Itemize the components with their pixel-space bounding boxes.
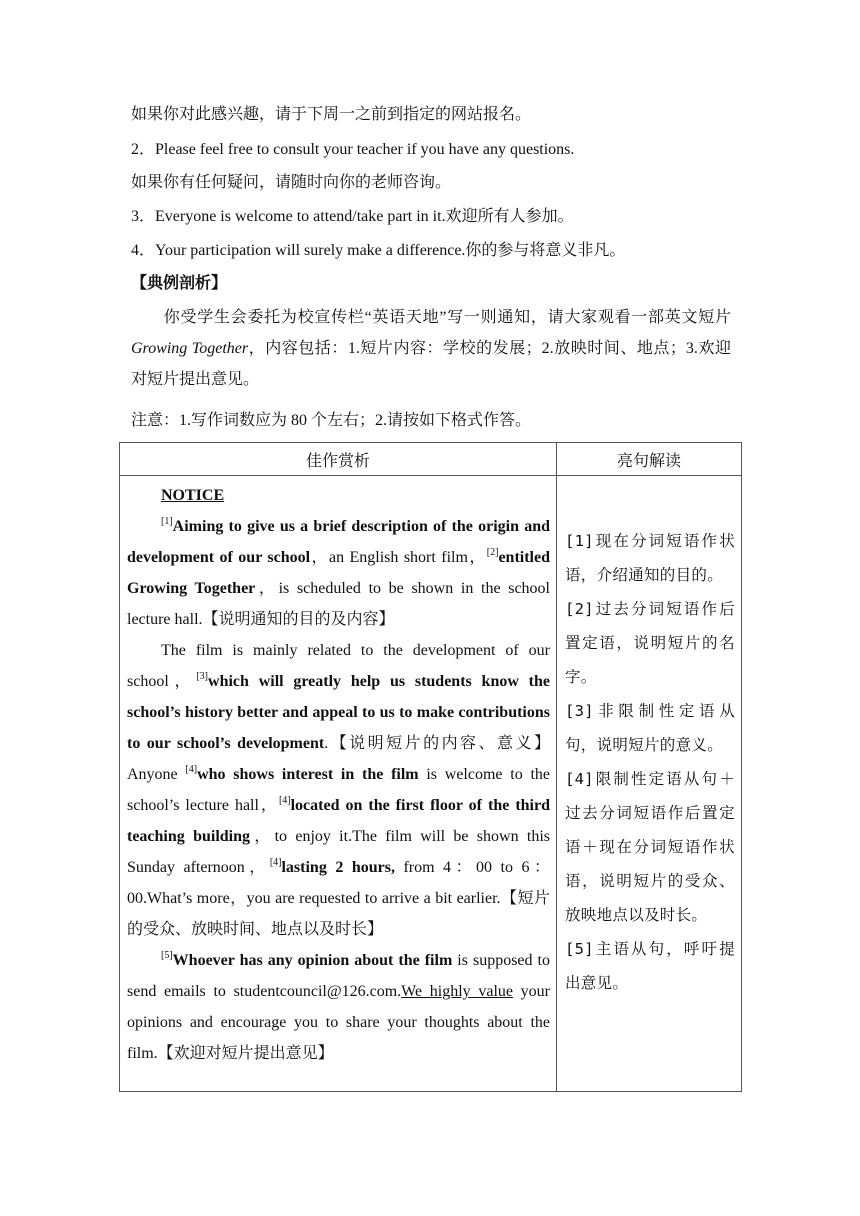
- notice-title: NOTICE: [161, 487, 225, 504]
- intro-line-1: 如果你对此感兴趣，请于下周一之前到指定的网站报名。: [131, 106, 532, 123]
- essay-paragraph-2: [127, 635, 550, 945]
- highlight-4a: who shows interest in the film: [197, 766, 419, 783]
- essay-text: ，is scheduled to be shown in the school lecture hall.【说明通知的目的及内容】: [127, 580, 550, 628]
- highlight-2: entitled Growing Together: [127, 549, 550, 597]
- marker-4a: [4]: [185, 764, 198, 775]
- notes-cell: [557, 476, 742, 1092]
- essay-text: .【说明短片的内容、意义】Anyone: [127, 735, 550, 783]
- film-title: Growing Together: [131, 340, 249, 357]
- essay-text: The film is mainly related to the development of our school，: [127, 642, 550, 690]
- marker-5: [5]: [161, 950, 173, 961]
- highlight-5: Whoever has any opinion about the film: [172, 952, 453, 969]
- essay-text: ，an English short film，: [310, 549, 487, 566]
- task-paragraph: [131, 302, 731, 395]
- marker-4c: [4]: [269, 857, 282, 868]
- header-left: 佳作赏析: [120, 443, 557, 476]
- marker-4b: [4]: [278, 795, 291, 806]
- note-5: [5]主语从句，呼吁提出意见。: [565, 940, 735, 992]
- analysis-table: [119, 442, 742, 1092]
- highlight-4b: located on the first floor of the third teaching building: [127, 797, 550, 845]
- note-4: [4]限制性定语从句＋过去分词短语作后置定语＋现在分词短语作状语，说明短片的受众、放映地点以及时长。: [565, 770, 735, 924]
- task-note: 注意：1.写作词数应为 80 个左右；2.请按如下格式作答。: [131, 412, 532, 429]
- essay-text: your opinions and encourage you to share your thoughts about the film.【欢迎对短片提出意见】: [127, 983, 551, 1062]
- task-text-1: 你受学生会委托为校宣传栏“英语天地”写一则通知，请大家观看一部英文短片: [163, 309, 731, 326]
- marker-3: [3]: [196, 671, 209, 682]
- essay-paragraph-3: [127, 945, 550, 1069]
- intro-line-4: 3．Everyone is welcome to attend/take part in it.欢迎所有人参加。: [131, 208, 574, 225]
- intro-line-3: 如果你有任何疑问，请随时向你的老师咨询。: [131, 174, 452, 191]
- marker-2: [2]: [486, 547, 499, 558]
- essay-text: ，to enjoy it.The film will be shown this Sunday afternoon，: [127, 828, 550, 876]
- marker-1: [1]: [161, 516, 173, 527]
- highlight-1: Aiming to give us a brief description of the origin and development of our school: [127, 518, 550, 566]
- essay-text: from 4：00 to 6：00.What’s more，you are requested to arrive a bit earlier.【短片的受众、放映时间、地点以及时长】: [127, 859, 550, 938]
- note-3: [3]非限制性定语从句，说明短片的意义。: [565, 702, 735, 754]
- note-2: [2]过去分词短语作后置定语，说明短片的名字。: [565, 600, 735, 686]
- task-text-2: ，内容包括：1.短片内容：学校的发展；2.放映时间、地点；3.欢迎对短片提出意见。: [131, 340, 731, 388]
- essay-paragraph-1: [127, 511, 550, 635]
- highlight-3: which will greatly help us students know the school’s history better and appeal to us to make contributions to our school’s development: [127, 673, 551, 752]
- essay-text: is supposed to send emails to studentcouncil@126.com.: [127, 952, 550, 1000]
- essay-cell: [120, 476, 557, 1092]
- intro-line-2: 2．Please feel free to consult your teacher if you have any questions.: [131, 141, 575, 158]
- header-right: 亮句解读: [557, 443, 742, 476]
- intro-line-5: 4．Your participation will surely make a difference.你的参与将意义非凡。: [131, 242, 626, 259]
- underlined-phrase: We highly value: [401, 983, 513, 1000]
- note-1: [1]现在分词短语作状语，介绍通知的目的。: [565, 532, 735, 584]
- highlight-4c: lasting 2 hours,: [281, 859, 395, 876]
- section-heading: 【典例剖析】: [131, 275, 228, 292]
- essay-text: is welcome to the school’s lecture hall，: [127, 766, 550, 814]
